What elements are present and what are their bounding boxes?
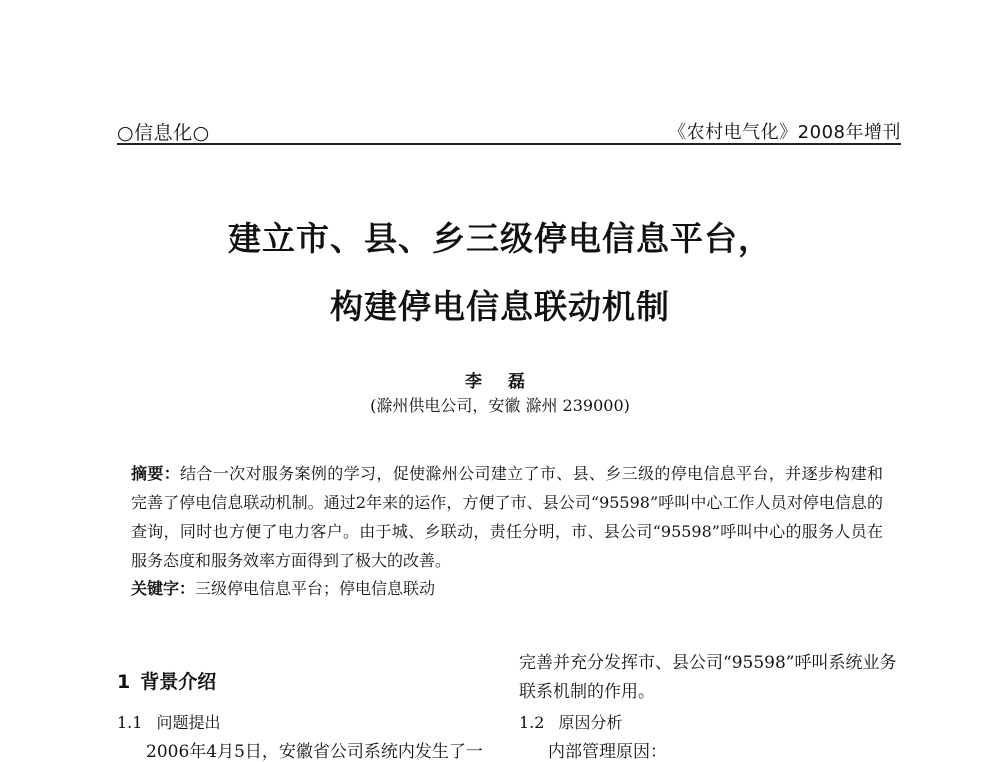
subsection-heading-1-2 [519, 710, 622, 733]
keywords [131, 574, 883, 603]
body-paragraph-right: 内部管理原因： [548, 742, 667, 762]
subsection-number: 1.2 [519, 713, 545, 732]
abstract-label: 摘要： [131, 464, 181, 483]
keywords-label: 关键字： [131, 579, 196, 598]
author-name: 李 磊 [465, 372, 535, 392]
section-heading [117, 667, 216, 694]
running-header-journal: 《农村电气化》2008年增刊 [668, 122, 901, 143]
header-rule [117, 143, 901, 145]
subsection-title: 原因分析 [558, 713, 623, 732]
author-affiliation: (滁州供电公司，安徽 滁州 239000) [370, 396, 630, 415]
keywords-text: 三级停电信息平台；停电信息联动 [195, 579, 436, 598]
article-title-line-2: 构建停电信息联动机制 [330, 287, 670, 326]
subsection-title: 问题提出 [156, 713, 221, 732]
abstract-text: 结合一次对服务案例的学习，促使滁州公司建立了市、县、乡三级的停电信息平台，并逐步构建和完善了停电信息联动机制。通过2年来的运作，方便了市、县公司“95598”呼叫中心工作人员对停电信息的查询，同时也方便了电力客户。由于城、乡联动，责任分明，市、县公司“95598”呼叫中心的服务人员在服务态度和服务效率方面得到了极大的改善。 [131, 464, 883, 570]
body-paragraph-left: 2006年4月5日，安徽省公司系统内发生了一 [146, 742, 483, 762]
article-title-line-1: 建立市、县、乡三级停电信息平台， [228, 219, 772, 258]
body-paragraph-right-continuation: 完善并充分发挥市、县公司“95598”呼叫系统业务联系机制的作用。 [519, 653, 897, 702]
section-number: 1 [117, 671, 131, 693]
section-title: 背景介绍 [140, 671, 217, 693]
subsection-number: 1.1 [117, 713, 143, 732]
abstract [131, 459, 883, 575]
running-header-section: ○信息化○ [117, 122, 210, 144]
subsection-heading-1-1 [117, 710, 220, 733]
